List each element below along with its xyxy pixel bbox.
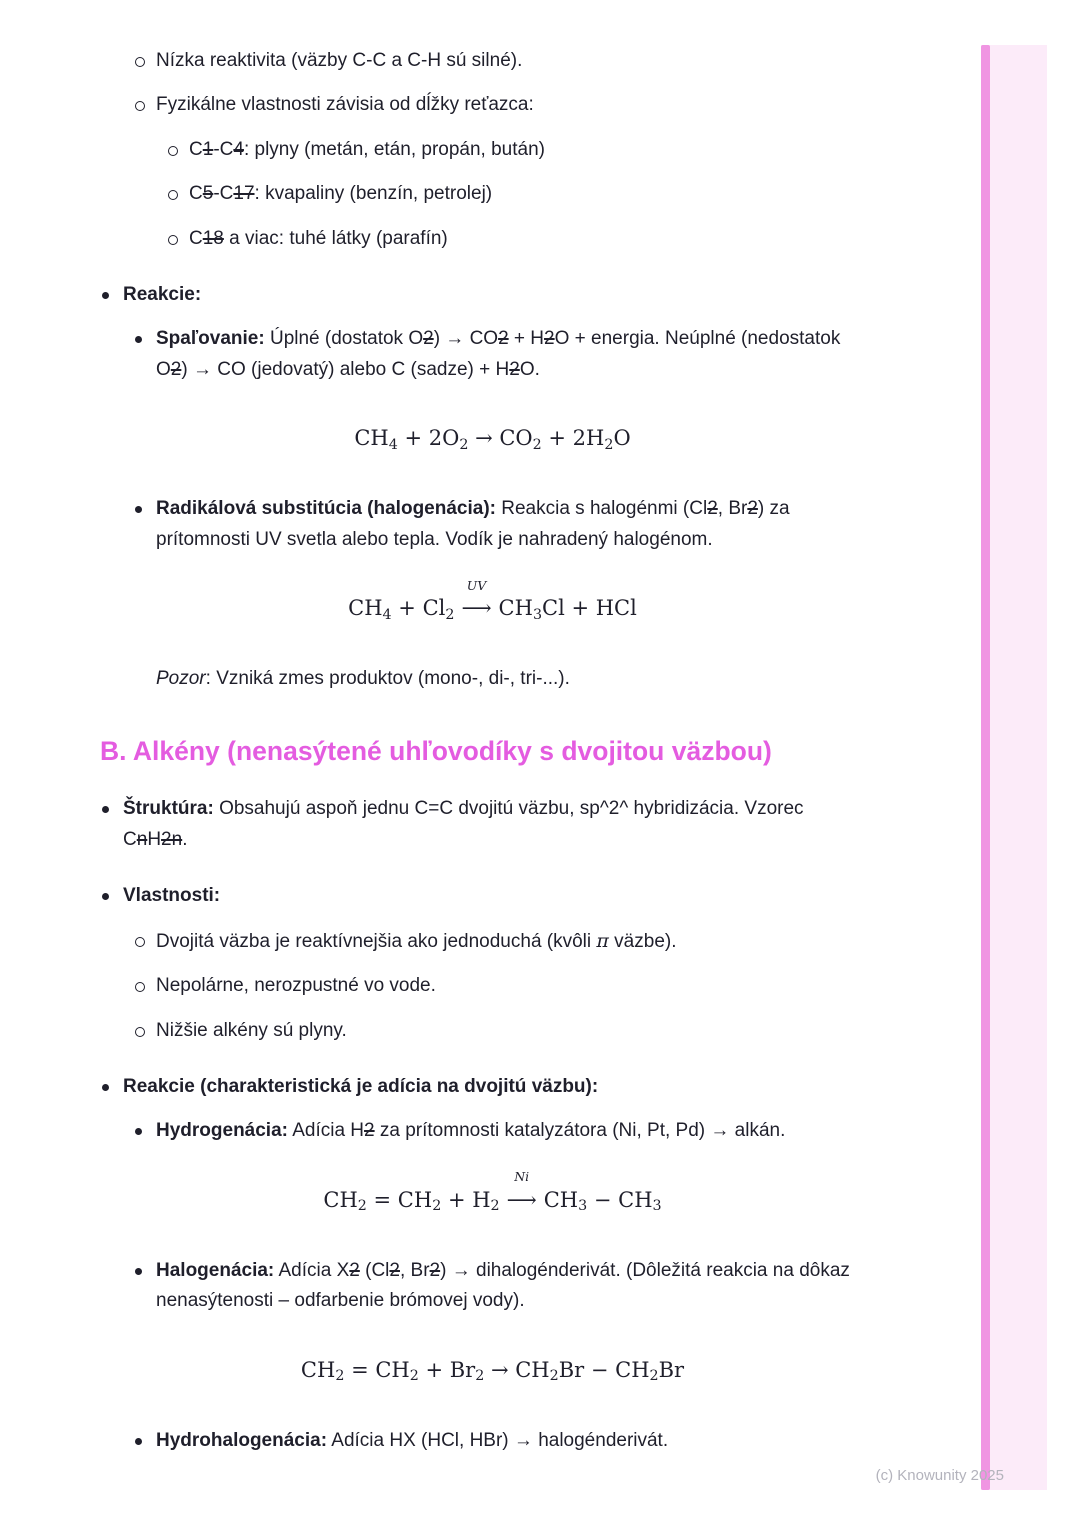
text-segment: CH: [348, 596, 383, 621]
bullet-disc-icon: [135, 1128, 142, 1135]
text-segment: π: [596, 929, 609, 952]
bullet-circle-icon: [135, 1027, 145, 1037]
reaction-arrow: Ni ⟶: [506, 1169, 537, 1212]
text-segment: za prítomnosti katalyzátora (Ni, Pt, Pd) → alkán.: [374, 1120, 786, 1142]
text-segment: − CH: [587, 1187, 653, 1212]
text-segment: -C: [213, 138, 234, 160]
text-segment: Br: [658, 1357, 685, 1382]
arrow-condition-label: UV: [466, 577, 487, 593]
document-blocks: [100, 46, 855, 1470]
text-segment: ) → CO: [433, 328, 499, 350]
text-segment: B. Alkény (nenasýtené uhľovodíky s dvojitou väzbou): [100, 736, 772, 767]
text-segment: Nižšie alkény sú plyny.: [156, 1019, 347, 1041]
list-item-text: [156, 1020, 347, 1041]
bullet-circle-icon: [168, 146, 178, 156]
text-segment: Reakcie (charakteristická je adícia na dvojitú väzbu):: [123, 1075, 599, 1097]
text-segment: ) → dihalogénderivát. (Dôležitá reakcia na dôkaz nenasýtenosti – odfarbenie brómovej vody).: [156, 1259, 850, 1312]
list-item: [100, 179, 855, 209]
text-segment: 1: [202, 138, 214, 160]
text-segment: 17: [233, 183, 255, 205]
subscript: 2: [490, 1198, 500, 1215]
section-heading: [100, 734, 855, 768]
bullet-disc-icon: [135, 1268, 142, 1275]
text-segment: 2: [498, 328, 509, 350]
subscript: 3: [578, 1198, 588, 1215]
text-segment: 2: [747, 498, 758, 520]
list-item: [100, 494, 855, 555]
text-segment: 2: [509, 358, 520, 380]
subscript: 4: [388, 436, 398, 453]
bullet-circle-icon: [135, 982, 145, 992]
subscript: 2: [445, 606, 455, 623]
list-item: [100, 881, 855, 911]
list-item: [100, 1426, 855, 1456]
bullet-disc-icon: [102, 806, 109, 813]
bullet-circle-icon: [135, 57, 145, 67]
bullet-disc-icon: [135, 1438, 142, 1445]
text-segment: Br − CH: [558, 1357, 650, 1382]
subscript: 3: [532, 606, 543, 623]
list-item-text: [156, 94, 534, 115]
list-item-text: [189, 228, 448, 249]
chemical-formula: [100, 577, 855, 628]
text-segment: 2: [364, 1120, 375, 1142]
text-segment: 4: [233, 138, 244, 160]
text-segment: 2: [349, 1259, 360, 1281]
list-item: [100, 135, 855, 165]
text-segment: + H: [441, 1187, 491, 1212]
list-item-text: [189, 183, 492, 204]
text-segment: Cl + HCl: [542, 596, 637, 621]
text-segment: 18: [202, 227, 224, 249]
text-segment: O: [613, 426, 631, 451]
list-item-text: [156, 931, 677, 952]
paragraph: [100, 664, 855, 694]
text-segment: Adícia H: [287, 1120, 365, 1142]
list-item-text: [156, 50, 522, 71]
bullet-disc-icon: [102, 1084, 109, 1091]
bullet-circle-icon: [135, 937, 145, 947]
text-segment: Obsahujú aspoň jednu C=C dvojitú väzbu, sp^2^ hybridizácia. Vzorec C: [123, 798, 804, 850]
bullet-disc-icon: [102, 893, 109, 900]
list-item: [100, 1116, 855, 1146]
text-segment: + Br: [418, 1357, 476, 1382]
subscript: 2: [475, 1368, 485, 1385]
text-segment: väzbe).: [608, 930, 677, 952]
text-segment: Reakcia s halogénmi (Cl: [495, 498, 708, 520]
text-segment: Adícia X: [274, 1259, 350, 1281]
text-segment: Nepolárne, nerozpustné vo vode.: [156, 975, 436, 997]
copyright-footer: (c) Knowunity 2025: [875, 1467, 1004, 1484]
text-segment: ) → CO (jedovatý) alebo C (sadze) + H: [181, 358, 510, 380]
subscript: 2: [459, 436, 469, 453]
list-item: [100, 1072, 855, 1102]
list-item: [100, 971, 855, 1001]
text-segment: + Cl: [391, 596, 446, 621]
list-item-text: [156, 1260, 850, 1311]
text-segment: n: [136, 828, 148, 850]
text-segment: Štruktúra:: [123, 798, 214, 820]
text-segment: Nízka reaktivita (väzby C-C a C-H sú silné).: [156, 50, 523, 71]
text-segment: Reakcie:: [123, 284, 202, 306]
text-segment: (Cl: [359, 1259, 390, 1281]
bullet-disc-icon: [135, 336, 142, 343]
text-segment: 2: [544, 328, 555, 350]
list-item: [100, 224, 855, 254]
text-segment: CH: [354, 426, 389, 451]
subscript: 3: [652, 1198, 662, 1215]
list-item-text: [123, 284, 201, 305]
scrollbar-track[interactable]: [981, 45, 1047, 1490]
list-item-text: [156, 1120, 785, 1141]
bullet-disc-icon: [135, 506, 142, 513]
list-item: [100, 1016, 855, 1046]
chemical-formula: [100, 1353, 855, 1390]
arrow-condition-label: Ni: [514, 1169, 530, 1185]
text-segment: 5: [202, 183, 214, 205]
text-segment: C: [189, 183, 203, 205]
text-segment: : Vzniká zmes produktov (mono-, di-, tri-...).: [205, 668, 570, 690]
text-segment: 2: [429, 1259, 441, 1281]
text-segment: H: [147, 828, 162, 850]
text-segment: a viac: tuhé látky (parafín): [223, 227, 448, 249]
text-segment: Adícia HX (HCl, HBr) → halogénderivát.: [327, 1429, 669, 1451]
subscript: 2: [357, 1198, 367, 1215]
scrollbar-thumb[interactable]: [981, 45, 990, 1490]
list-item: [100, 324, 855, 385]
text-segment: Spaľovanie:: [156, 328, 265, 350]
subscript: 2: [432, 1198, 442, 1215]
list-item-text: [189, 139, 545, 160]
text-segment: 2: [707, 498, 718, 520]
text-segment: : kvapaliny (benzín, petrolej): [254, 183, 493, 205]
text-segment: : plyny (metán, etán, propán, bután): [243, 138, 545, 160]
text-segment: CH: [323, 1187, 358, 1212]
text-segment: C: [189, 227, 203, 249]
text-segment: Hydrohalogenácia:: [156, 1429, 328, 1451]
subscript: 2: [649, 1368, 659, 1385]
text-segment: + H: [508, 328, 545, 350]
list-item-text: [156, 498, 790, 549]
text-segment: Fyzikálne vlastnosti závisia od dĺžky reťazca:: [156, 94, 534, 116]
list-item: [100, 794, 855, 855]
text-segment: Vlastnosti:: [123, 885, 221, 907]
text-segment: -C: [213, 183, 234, 205]
list-item-text: [156, 975, 436, 996]
text-segment: O + energia. Neúplné (nedostatok O: [156, 328, 841, 380]
text-segment: Hydrogenácia:: [156, 1120, 288, 1142]
text-segment: = CH: [366, 1187, 433, 1212]
bullet-circle-icon: [135, 101, 145, 111]
text-segment: Dvojitá väzba je reaktívnejšia ako jednoduchá (kvôli: [156, 930, 597, 952]
chemical-formula: [100, 1169, 855, 1220]
subscript: 2: [409, 1368, 419, 1385]
reaction-arrow: UV ⟶: [461, 577, 492, 621]
text-segment: C: [189, 138, 203, 160]
list-item-text: [156, 328, 840, 379]
text-segment: ) za prítomnosti UV svetla alebo tepla. Vodík je nahradený halogénom.: [156, 498, 790, 550]
text-segment: CH: [543, 1187, 579, 1212]
text-segment: Pozor: [156, 668, 206, 690]
text-segment: + 2H: [541, 426, 605, 451]
text-segment: , Br: [399, 1259, 430, 1281]
chemical-formula: [100, 421, 855, 458]
list-item-text: [123, 798, 804, 849]
list-item-text: [123, 1076, 598, 1097]
list-item: [100, 46, 855, 76]
text-segment: = CH: [344, 1357, 410, 1382]
text-segment: Radikálová substitúcia (halogenácia):: [156, 498, 496, 520]
text-segment: → CO: [468, 426, 533, 451]
list-item: [100, 926, 855, 957]
subscript: 2: [335, 1368, 345, 1385]
list-item: [100, 280, 855, 310]
bullet-circle-icon: [168, 190, 178, 200]
subscript: 4: [382, 606, 392, 623]
list-item: [100, 90, 855, 120]
text-segment: Halogenácia:: [156, 1259, 275, 1281]
text-segment: CH: [300, 1357, 336, 1382]
bullet-disc-icon: [102, 292, 109, 299]
text-segment: O.: [519, 358, 540, 380]
text-segment: , Br: [717, 498, 748, 520]
text-segment: CH: [498, 596, 533, 621]
list-item-text: [123, 885, 220, 906]
subscript: 2: [549, 1368, 559, 1385]
text-segment: .: [182, 828, 188, 850]
text-segment: 2: [170, 358, 182, 380]
text-segment: Úplné (dostatok O: [264, 328, 424, 350]
text-segment: 2: [423, 328, 434, 350]
subscript: 2: [532, 436, 542, 453]
text-segment: 2: [389, 1259, 400, 1281]
list-item: [100, 1256, 855, 1317]
subscript: 2: [604, 436, 614, 453]
list-item-text: [156, 1430, 668, 1451]
text-segment: 2n: [161, 828, 183, 850]
text-segment: → CH: [484, 1357, 550, 1382]
bullet-circle-icon: [168, 235, 178, 245]
list-item-text: [156, 668, 570, 689]
text-segment: + 2O: [397, 426, 460, 451]
